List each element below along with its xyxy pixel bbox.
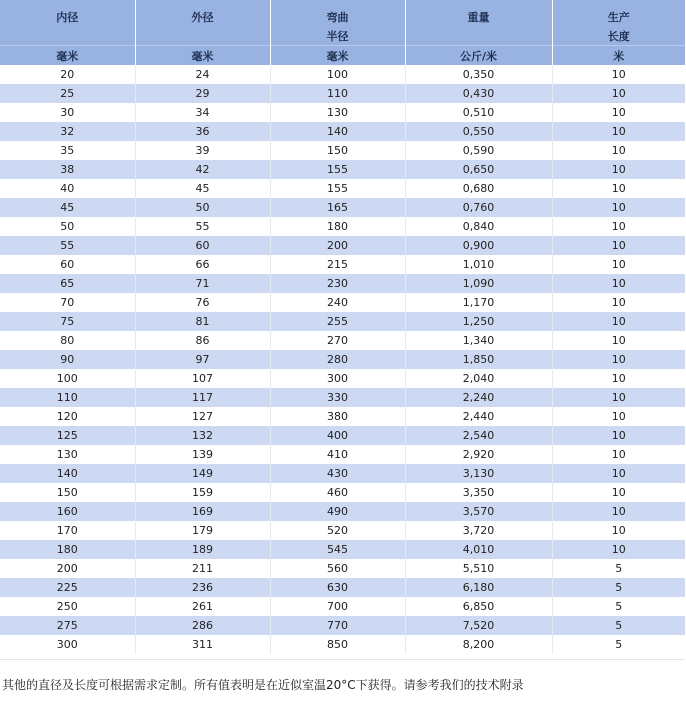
- table-cell: 10: [552, 255, 685, 274]
- table-cell: 0,900: [405, 236, 552, 255]
- table-cell: 275: [0, 616, 135, 635]
- table-cell: 3,130: [405, 464, 552, 483]
- table-cell: 165: [270, 198, 405, 217]
- table-cell: 149: [135, 464, 270, 483]
- table-cell: 10: [552, 65, 685, 84]
- table-cell: 36: [135, 122, 270, 141]
- table-cell: 10: [552, 350, 685, 369]
- table-cell: 10: [552, 502, 685, 521]
- header-weight: 重量: [405, 0, 552, 46]
- table-cell: 0,590: [405, 141, 552, 160]
- table-row: [0, 502, 685, 521]
- table-cell: 130: [270, 103, 405, 122]
- unit-length: 米: [552, 46, 685, 66]
- table-cell: 5: [552, 578, 685, 597]
- table-cell: 850: [270, 635, 405, 654]
- table-row: [0, 274, 685, 293]
- table-cell: 0,680: [405, 179, 552, 198]
- table-cell: 10: [552, 84, 685, 103]
- table-cell: 76: [135, 293, 270, 312]
- table-cell: 5: [552, 597, 685, 616]
- table-cell: 10: [552, 388, 685, 407]
- table-cell: 10: [552, 369, 685, 388]
- table-row: [0, 350, 685, 369]
- table-row: [0, 616, 685, 635]
- table-cell: 0,510: [405, 103, 552, 122]
- table-row: [0, 407, 685, 426]
- table-cell: 10: [552, 160, 685, 179]
- table-cell: 0,350: [405, 65, 552, 84]
- unit-weight: 公斤/米: [405, 46, 552, 66]
- table-cell: 410: [270, 445, 405, 464]
- table-cell: 5: [552, 635, 685, 654]
- table-cell: 50: [0, 217, 135, 236]
- table-row: [0, 179, 685, 198]
- table-cell: 0,840: [405, 217, 552, 236]
- table-cell: 10: [552, 141, 685, 160]
- table-row: [0, 426, 685, 445]
- table-cell: 10: [552, 407, 685, 426]
- table-cell: 300: [0, 635, 135, 654]
- table-cell: 100: [270, 65, 405, 84]
- table-cell: 180: [0, 540, 135, 559]
- table-cell: 215: [270, 255, 405, 274]
- table-row: [0, 445, 685, 464]
- table-cell: 127: [135, 407, 270, 426]
- table-cell: 160: [0, 502, 135, 521]
- table-cell: 10: [552, 274, 685, 293]
- table-cell: 5: [552, 559, 685, 578]
- table-cell: 10: [552, 312, 685, 331]
- table-cell: 169: [135, 502, 270, 521]
- table-cell: 286: [135, 616, 270, 635]
- table-cell: 10: [552, 331, 685, 350]
- table-cell: 110: [0, 388, 135, 407]
- table-cell: 240: [270, 293, 405, 312]
- header-inner-diameter: 内径: [0, 0, 135, 46]
- table-row: [0, 122, 685, 141]
- table-cell: 0,760: [405, 198, 552, 217]
- table-cell: 45: [0, 198, 135, 217]
- table-cell: 66: [135, 255, 270, 274]
- table-row: [0, 540, 685, 559]
- table-row: [0, 236, 685, 255]
- table-cell: 545: [270, 540, 405, 559]
- table-cell: 32: [0, 122, 135, 141]
- table-cell: 10: [552, 445, 685, 464]
- table-cell: 5: [552, 616, 685, 635]
- table-cell: 0,430: [405, 84, 552, 103]
- table-cell: 3,720: [405, 521, 552, 540]
- table-cell: 86: [135, 331, 270, 350]
- table-cell: 39: [135, 141, 270, 160]
- table-row: [0, 198, 685, 217]
- table-row: [0, 141, 685, 160]
- table-cell: 211: [135, 559, 270, 578]
- table-cell: 460: [270, 483, 405, 502]
- table-cell: 179: [135, 521, 270, 540]
- table-cell: 38: [0, 160, 135, 179]
- table-cell: 10: [552, 483, 685, 502]
- table-row: [0, 369, 685, 388]
- table-cell: 1,340: [405, 331, 552, 350]
- table-cell: 261: [135, 597, 270, 616]
- table-cell: 180: [270, 217, 405, 236]
- table-cell: 60: [0, 255, 135, 274]
- table-row: [0, 635, 685, 654]
- table-cell: 490: [270, 502, 405, 521]
- table-cell: 1,250: [405, 312, 552, 331]
- table-row: [0, 483, 685, 502]
- table-cell: 110: [270, 84, 405, 103]
- table-cell: 140: [270, 122, 405, 141]
- table-cell: 630: [270, 578, 405, 597]
- unit-inner-diameter: 毫米: [0, 46, 135, 66]
- table-body: [0, 65, 685, 654]
- table-row: [0, 312, 685, 331]
- table-cell: 50: [135, 198, 270, 217]
- table-cell: 29: [135, 84, 270, 103]
- table-cell: 65: [0, 274, 135, 293]
- table-cell: 10: [552, 426, 685, 445]
- divider: [0, 659, 685, 660]
- unit-outer-diameter: 毫米: [135, 46, 270, 66]
- table-cell: 155: [270, 160, 405, 179]
- table-cell: 120: [0, 407, 135, 426]
- table-cell: 770: [270, 616, 405, 635]
- table-row: [0, 559, 685, 578]
- table-cell: 255: [270, 312, 405, 331]
- table-cell: 2,240: [405, 388, 552, 407]
- table-cell: 10: [552, 217, 685, 236]
- table-cell: 24: [135, 65, 270, 84]
- table-cell: 97: [135, 350, 270, 369]
- table-cell: 75: [0, 312, 135, 331]
- table-row: [0, 521, 685, 540]
- table-cell: 70: [0, 293, 135, 312]
- table-cell: 4,010: [405, 540, 552, 559]
- table-cell: 430: [270, 464, 405, 483]
- table-cell: 700: [270, 597, 405, 616]
- table-cell: 2,540: [405, 426, 552, 445]
- table-cell: 170: [0, 521, 135, 540]
- table-cell: 1,090: [405, 274, 552, 293]
- table-row: [0, 331, 685, 350]
- table-cell: 34: [135, 103, 270, 122]
- table-cell: 8,200: [405, 635, 552, 654]
- header-bend-radius: 弯曲 半径: [270, 0, 405, 46]
- table-cell: 236: [135, 578, 270, 597]
- table-cell: 3,570: [405, 502, 552, 521]
- table-cell: 6,850: [405, 597, 552, 616]
- header-length: 生产 长度: [552, 0, 685, 46]
- table-cell: 10: [552, 122, 685, 141]
- table-cell: 132: [135, 426, 270, 445]
- table-row: [0, 217, 685, 236]
- table-cell: 155: [270, 179, 405, 198]
- table-cell: 107: [135, 369, 270, 388]
- table-cell: 7,520: [405, 616, 552, 635]
- table-cell: 6,180: [405, 578, 552, 597]
- table-cell: 10: [552, 179, 685, 198]
- table-cell: 139: [135, 445, 270, 464]
- table-cell: 81: [135, 312, 270, 331]
- table-cell: 140: [0, 464, 135, 483]
- table-row: [0, 103, 685, 122]
- table-cell: 45: [135, 179, 270, 198]
- table-cell: 10: [552, 236, 685, 255]
- table-cell: 300: [270, 369, 405, 388]
- table-cell: 400: [270, 426, 405, 445]
- table-cell: 10: [552, 521, 685, 540]
- table-cell: 20: [0, 65, 135, 84]
- table-cell: 125: [0, 426, 135, 445]
- table-cell: 2,920: [405, 445, 552, 464]
- table-cell: 25: [0, 84, 135, 103]
- table-cell: 10: [552, 464, 685, 483]
- table-cell: 2,040: [405, 369, 552, 388]
- table-cell: 10: [552, 293, 685, 312]
- table-cell: 200: [0, 559, 135, 578]
- table-row: [0, 597, 685, 616]
- table-row: [0, 578, 685, 597]
- table-cell: 311: [135, 635, 270, 654]
- header-outer-diameter: 外径: [135, 0, 270, 46]
- table-cell: 520: [270, 521, 405, 540]
- table-cell: 30: [0, 103, 135, 122]
- table-cell: 40: [0, 179, 135, 198]
- table-header: [0, 0, 685, 65]
- table-row: [0, 464, 685, 483]
- table-cell: 230: [270, 274, 405, 293]
- table-cell: 42: [135, 160, 270, 179]
- table-cell: 3,350: [405, 483, 552, 502]
- table-cell: 150: [0, 483, 135, 502]
- table-cell: 225: [0, 578, 135, 597]
- table-cell: 250: [0, 597, 135, 616]
- table-cell: 55: [135, 217, 270, 236]
- table-cell: 560: [270, 559, 405, 578]
- table-cell: 60: [135, 236, 270, 255]
- table-cell: 2,440: [405, 407, 552, 426]
- table-cell: 10: [552, 198, 685, 217]
- table-cell: 1,010: [405, 255, 552, 274]
- table-cell: 35: [0, 141, 135, 160]
- table-row: [0, 160, 685, 179]
- table-cell: 189: [135, 540, 270, 559]
- table-cell: 200: [270, 236, 405, 255]
- unit-bend-radius: 毫米: [270, 46, 405, 66]
- table-cell: 80: [0, 331, 135, 350]
- table-cell: 330: [270, 388, 405, 407]
- footnote: 其他的直径及长度可根据需求定制。所有值表明是在近似室温20°C下获得。请参考我们的技术附录: [2, 678, 524, 692]
- table-cell: 1,170: [405, 293, 552, 312]
- table-cell: 130: [0, 445, 135, 464]
- table-cell: 55: [0, 236, 135, 255]
- table-cell: 71: [135, 274, 270, 293]
- table-cell: 380: [270, 407, 405, 426]
- table-cell: 10: [552, 103, 685, 122]
- table-cell: 100: [0, 369, 135, 388]
- table-cell: 270: [270, 331, 405, 350]
- table-row: [0, 255, 685, 274]
- table-cell: 0,550: [405, 122, 552, 141]
- table-cell: 0,650: [405, 160, 552, 179]
- table-cell: 10: [552, 540, 685, 559]
- table-row: [0, 84, 685, 103]
- table-cell: 90: [0, 350, 135, 369]
- table-row: [0, 388, 685, 407]
- table-row: [0, 65, 685, 84]
- table-cell: 5,510: [405, 559, 552, 578]
- table-row: [0, 293, 685, 312]
- table-cell: 117: [135, 388, 270, 407]
- table-cell: 150: [270, 141, 405, 160]
- table-cell: 1,850: [405, 350, 552, 369]
- table-cell: 280: [270, 350, 405, 369]
- table-cell: 159: [135, 483, 270, 502]
